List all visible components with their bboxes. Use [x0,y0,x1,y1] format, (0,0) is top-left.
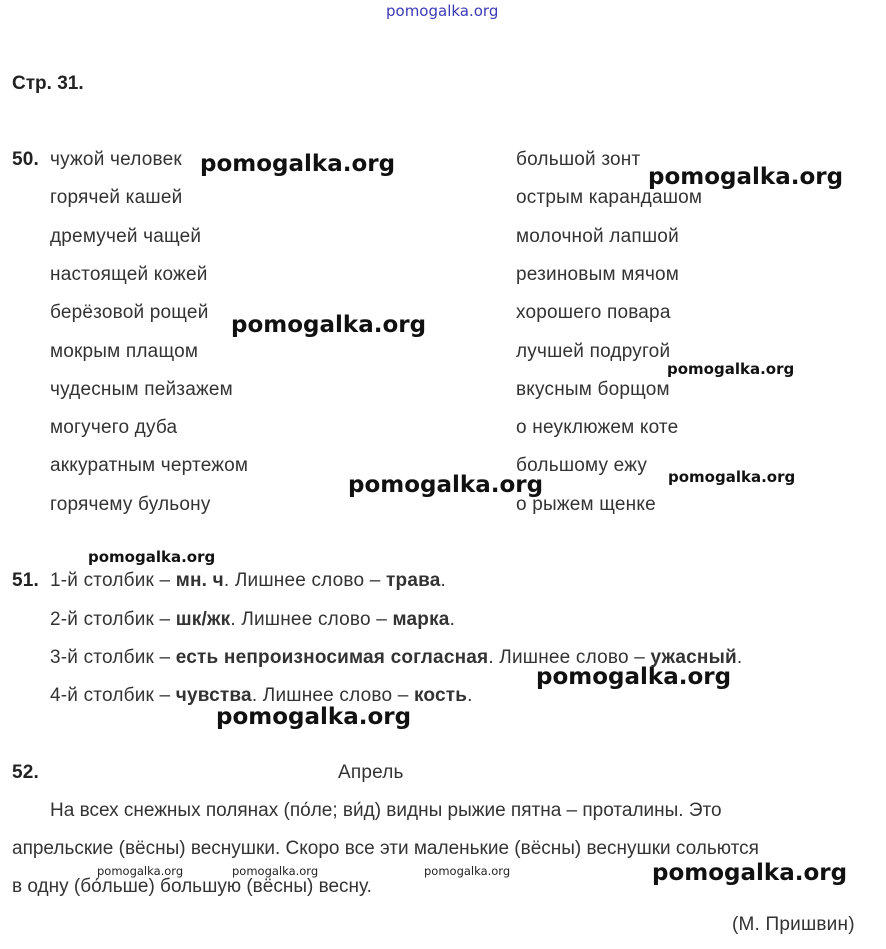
row-mid: . Лишнее слово – [488,647,651,668]
watermark: pomogalka.org [88,548,216,566]
row-type: есть непроизносимая согласная [175,647,489,668]
row-prefix: 3-й столбик – [50,647,176,668]
watermark: pomogalka.org [216,704,412,730]
left-item: горячей кашей [50,187,183,208]
row-end: . [467,685,473,706]
exercise-51-row [50,608,455,632]
watermark: pomogalka.org [668,468,796,486]
left-item: дремучей чащей [50,226,202,247]
right-item: вкусным борщом [516,379,670,400]
exercise-51-number: 51. [12,570,40,591]
row-type: чувства [175,685,252,706]
left-item: аккуратным чертежом [50,455,249,476]
left-item: могучего дуба [50,417,178,438]
exercise-52-number: 52. [12,762,40,783]
row-word: трава [386,570,441,591]
right-item: лучшей подругой [516,341,671,362]
paragraph-line: в одну (бо́льше) большую (вёсны) весну. [12,876,372,897]
row-word: кость [413,685,468,706]
left-item: мокрым плащом [50,341,199,362]
row-end: . [440,570,446,591]
author: (М. Пришвин) [732,914,855,935]
row-prefix: 1-й столбик – [50,570,176,591]
right-item: резиновым мячом [516,264,680,285]
right-item: о рыжем щенке [516,494,656,515]
row-mid: . Лишнее слово – [223,570,387,591]
text-title: Апрель [338,762,404,783]
watermark: pomogalka.org [97,864,184,878]
watermark: pomogalka.org [348,472,544,498]
right-item: большой зонт [516,149,641,170]
row-type: мн. ч [175,570,224,591]
left-item: чужой человек [50,149,182,170]
page-title: Стр. 31. [12,73,84,94]
paragraph-line: апрельские (вёсны) веснушки. Скоро все эти маленькие (вёсны) веснушки сольются [12,838,759,859]
row-end: . [449,609,456,630]
left-item: настоящей кожей [50,264,208,285]
row-prefix: 2-й столбик – [50,609,176,630]
exercise-50-number: 50. [12,149,40,170]
left-item: берёзовой рощей [50,302,209,323]
exercise-51-row [50,569,446,593]
row-mid: . Лишнее слово – [251,685,414,706]
watermark: pomogalka.org [648,164,844,190]
right-item: о неуклюжем коте [516,417,679,438]
watermark: pomogalka.org [667,360,795,378]
row-end: . [736,647,743,668]
right-item: хорошего повара [516,302,671,323]
watermark: pomogalka.org [200,151,396,177]
right-item: большому ежу [516,455,648,476]
left-item: горячему бульону [50,494,211,515]
watermark: pomogalka.org [231,312,427,338]
row-word: ужасный [650,647,737,668]
site-link[interactable]: pomogalka.org [386,2,499,20]
row-prefix: 4-й столбик – [50,685,176,706]
watermark: pomogalka.org [652,860,848,886]
right-item: острым карандашом [516,187,703,208]
watermark: pomogalka.org [536,664,732,690]
right-item: молочной лапшой [516,226,679,247]
paragraph-line: На всех снежных полянах (по́ле; ви́д) видны рыжие пятна – проталины. Это [50,800,722,821]
watermark: pomogalka.org [424,864,511,878]
watermark: pomogalka.org [232,864,319,878]
row-word: марка [392,609,450,630]
left-item: чудесным пейзажем [50,379,233,400]
row-type: шк/жк [175,609,231,630]
row-mid: . Лишнее слово – [230,609,393,630]
